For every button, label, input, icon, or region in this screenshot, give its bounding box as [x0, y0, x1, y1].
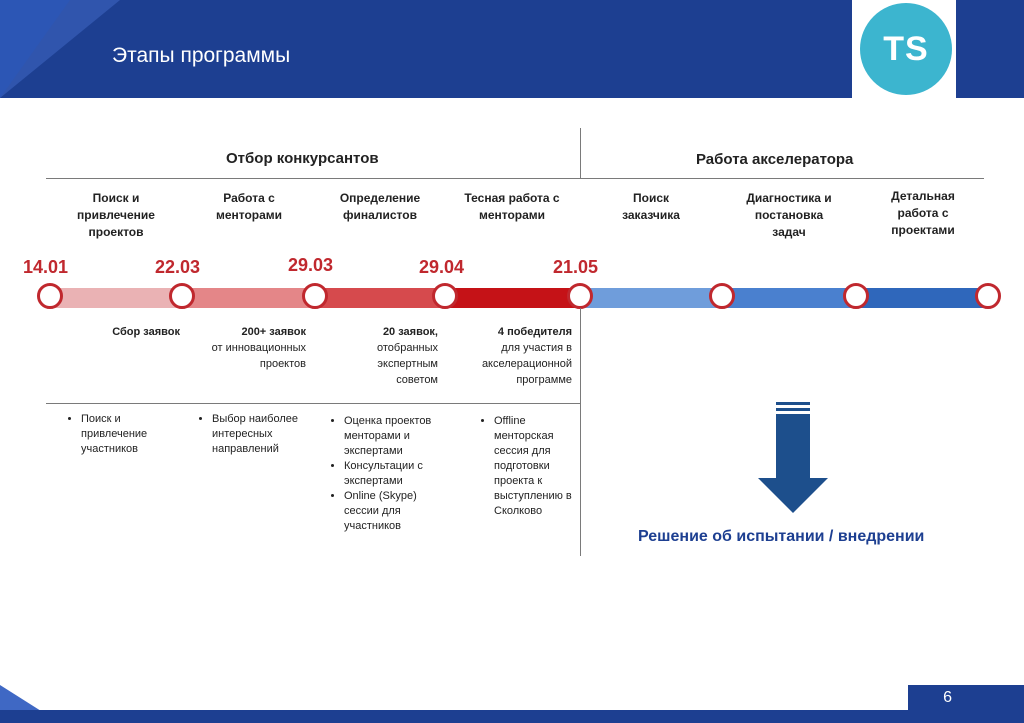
result-text — [464, 324, 572, 388]
timeline-segment — [182, 288, 315, 308]
timeline-node — [843, 283, 869, 309]
page-title: Этапы программы — [112, 44, 291, 67]
stage-label: Поиск заказчика — [622, 191, 680, 222]
logo-box — [852, 0, 956, 98]
stage-label: Работа с менторами — [215, 191, 283, 222]
timeline-node — [302, 283, 328, 309]
activity-item: • Консультации с экспертами — [344, 459, 446, 489]
section-title-selection: Отбор конкурсантов — [226, 150, 379, 167]
timeline-segment — [315, 288, 445, 308]
section-title-accelerator: Работа акселератора — [696, 151, 854, 168]
timeline-segment — [722, 288, 856, 308]
ts-logo: TS — [860, 3, 952, 95]
result-text — [190, 324, 306, 372]
section-divider-vertical-top — [580, 128, 581, 178]
timeline-segment — [445, 288, 580, 308]
timeline-node — [709, 283, 735, 309]
activity-list-3 — [318, 414, 446, 534]
activity-list-1 — [55, 412, 175, 457]
activity-item: • Оценка проектов менторами и экспертами — [344, 414, 446, 459]
timeline-segment — [50, 288, 182, 308]
timeline-node — [169, 283, 195, 309]
stage-label: Тесная работа с менторами — [464, 191, 560, 222]
activity-item: • Поиск и привлечение участников — [81, 412, 175, 457]
activity-list-4 — [468, 414, 578, 519]
result-detail: от инновационных проектов — [211, 342, 306, 370]
stage-label: Диагностика и постановка задач — [746, 191, 832, 239]
result-text — [96, 324, 180, 340]
result-text — [358, 324, 438, 388]
page-number: 6 — [943, 689, 952, 706]
result-bold: 4 победителя — [497, 326, 572, 338]
stage-label: Поиск и привлечение проектов — [77, 191, 155, 239]
footer-bar — [0, 685, 1024, 723]
date-label: 29.04 — [419, 257, 465, 277]
timeline-segment — [580, 288, 722, 308]
activity-item: • Выбор наиболее интересных направлений — [212, 412, 316, 457]
result-bold: Сбор заявок — [112, 326, 180, 338]
header-accent — [0, 0, 70, 98]
date-label: 14.01 — [23, 257, 69, 277]
result-detail: для участия в акселерационной программе — [481, 342, 572, 386]
stage-label: Определение финалистов — [339, 191, 421, 222]
timeline-node — [567, 283, 593, 309]
timeline-segment — [856, 288, 986, 308]
activity-item: • Online (Skype) сессии для участников — [344, 489, 446, 534]
timeline-node — [432, 283, 458, 309]
footer-strip — [0, 710, 1024, 723]
footer-page-box — [908, 685, 1024, 723]
timeline-node — [37, 283, 63, 309]
activity-list-2 — [186, 412, 316, 457]
result-detail: отобранных экспертным советом — [377, 342, 438, 386]
header-bar — [0, 0, 1024, 98]
timeline-node — [975, 283, 1001, 309]
result-bold: 20 заявок, — [382, 326, 438, 338]
date-label: 29.03 — [288, 255, 334, 275]
decision-text: Решение об испытании / внедрении — [638, 528, 925, 545]
stage-label: Детальная работа с проектами — [891, 189, 955, 237]
section-divider-vertical-bottom — [580, 308, 581, 556]
date-label: 22.03 — [155, 257, 201, 277]
results-divider — [46, 403, 580, 404]
result-bold: 200+ заявок — [241, 326, 306, 338]
activity-item: • Offline менторская сессия для подготовки проекта к выступлению в Сколково — [494, 414, 578, 519]
section-divider-horizontal — [46, 178, 984, 179]
down-arrow-icon — [756, 402, 830, 514]
date-label: 21.05 — [553, 257, 599, 277]
